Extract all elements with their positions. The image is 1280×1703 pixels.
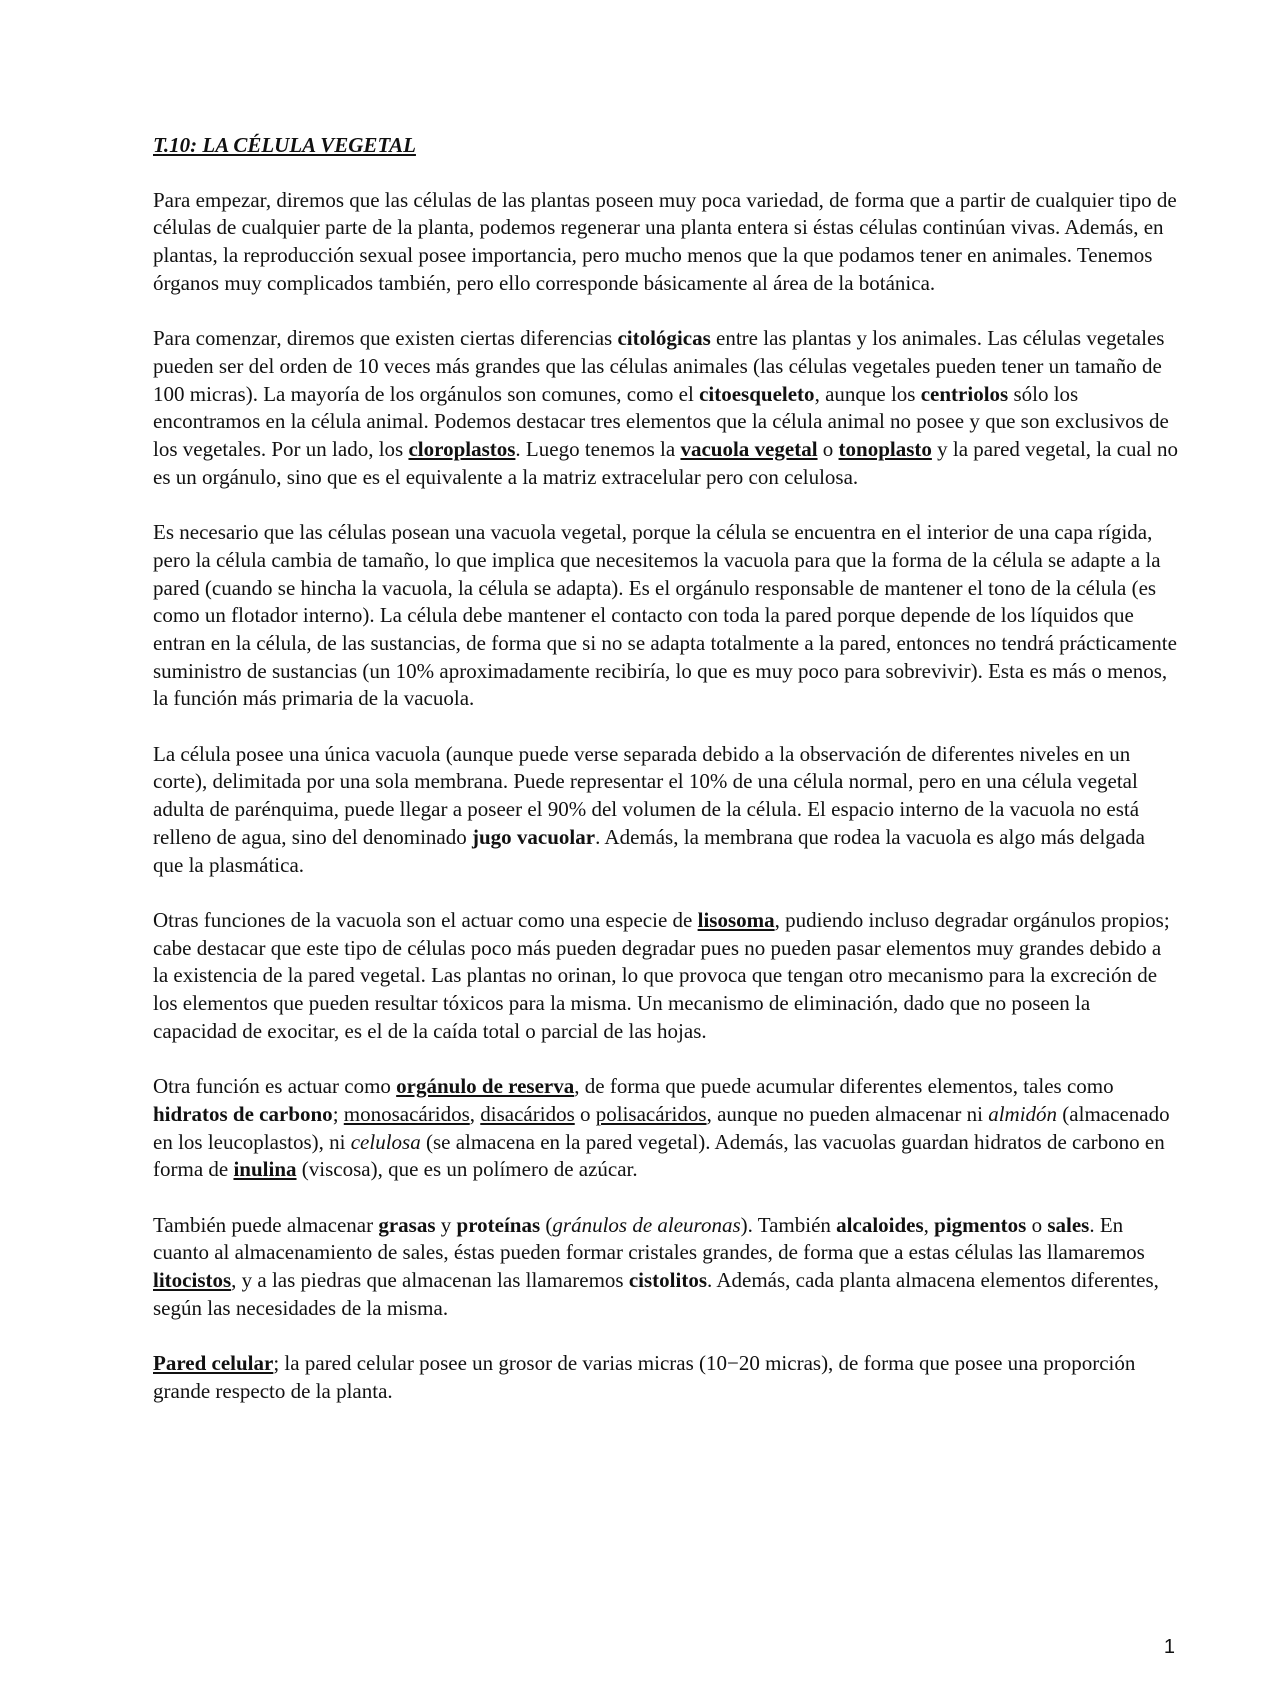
text: Para comenzar, diremos que existen ciertas diferencias <box>153 326 618 351</box>
paragraph-storage <box>153 1212 1179 1323</box>
text: También puede almacenar <box>153 1212 379 1237</box>
text: o <box>1026 1212 1048 1237</box>
text: . Además, la membrana que rodea la vacuola es algo más delgada que la plasmática. <box>153 824 1145 877</box>
text: (se almacena en la pared vegetal). Además, las vacuolas guardan hidratos de carbono en forma de <box>153 1129 1165 1182</box>
page-number: 1 <box>1163 1636 1175 1658</box>
text: o <box>817 437 839 462</box>
paragraph-cell-wall <box>153 1350 1179 1405</box>
document-page <box>153 132 1179 1433</box>
text: Otras funciones de la vacuola son el actuar como una especie de <box>153 907 698 932</box>
term-vacuola-vegetal: vacuola vegetal <box>680 437 818 462</box>
term-pigmentos: pigmentos <box>934 1212 1027 1237</box>
term-citoesqueleto: citoesqueleto <box>699 381 815 406</box>
paragraph-intro: Para empezar, diremos que las células de las plantas poseen muy poca variedad, de forma que a partir de cualquier tipo de células de cualquier parte de la planta, podemos regenerar una planta entera si éstas células continúan vivas. Además, en plantas, la reproducción sexual posee importancia, pero mucho menos que la que podamos tener en animales. Tenemos órganos muy complicados también, pero ello corresponde básicamente al área de la botánica. <box>153 187 1177 295</box>
term-monosacaridos: monosacáridos <box>343 1101 470 1126</box>
text: , <box>469 1101 481 1126</box>
text: , y a las piedras que almacenan las llamaremos <box>231 1268 629 1293</box>
term-sales: sales <box>1047 1212 1090 1237</box>
term-tonoplasto: tonoplasto <box>838 437 932 462</box>
text: ( <box>540 1212 553 1237</box>
term-hidratos-de-carbono: hidratos de carbono <box>153 1101 333 1126</box>
text: , pudiendo incluso degradar orgánulos propios; cabe destacar que este tipo de células poco más pueden degradar pues no pueden pasar elementos muy grandes debido a la existencia de la pared vegetal. Las plantas no orinan, lo que provoca que tengan otro mecanismo para la excreción de los elementos que pueden resultar tóxicos para la misma. Un mecanismo de eliminación, dado que no poseen la capacidad de exocitar, es el de la caída total o parcial de las hojas. <box>153 907 1170 1043</box>
term-almidon: almidón <box>988 1101 1058 1126</box>
term-centriolos: centriolos <box>920 381 1009 406</box>
term-cloroplastos: cloroplastos <box>408 437 516 462</box>
text: , <box>923 1212 935 1237</box>
text: o <box>574 1101 596 1126</box>
paragraph-single-vacuole <box>153 741 1179 880</box>
text: , de forma que puede acumular diferentes elementos, tales como <box>574 1074 1114 1099</box>
term-polisacaridos: polisacáridos <box>595 1101 707 1126</box>
text: . Luego tenemos la <box>515 437 681 462</box>
text: . Además, cada planta almacena elementos diferentes, según las necesidades de la misma. <box>153 1268 1159 1320</box>
text: sólo los encontramos en la célula animal. Podemos destacar tres elementos que la célula animal no posee y que son exclusivos de los vegetales. Por un lado, los <box>153 381 1169 462</box>
text: (almacenado en los leucoplastos), ni <box>153 1101 1170 1154</box>
paragraph-citological-differences <box>153 325 1179 491</box>
text: entre las plantas y los animales. Las células vegetales pueden ser del orden de 10 veces más grandes que las células animales (las células vegetales pueden tener un tamaño de 100 micras). La mayoría de los orgánulos son comunes, como el <box>153 326 1165 406</box>
term-grasas: grasas <box>378 1212 436 1237</box>
text: . En cuanto al almacenamiento de sales, éstas pueden formar cristales grandes, de forma que a estas células las llamaremos <box>153 1212 1145 1265</box>
term-proteinas: proteínas <box>456 1212 541 1237</box>
term-granulos-de-aleuronas: gránulos de aleuronas <box>552 1212 741 1237</box>
term-organulo-de-reserva: orgánulo de reserva <box>396 1074 575 1099</box>
paragraph-reserve-organelle <box>153 1073 1179 1184</box>
text: ). También <box>740 1212 837 1237</box>
text: ; la pared celular posee un grosor de varias micras (10−20 micras), de forma que posee una proporción grande respecto de la planta. <box>153 1351 1136 1403</box>
text: Otra función es actuar como <box>153 1074 397 1099</box>
term-pared-celular: Pared celular <box>153 1351 274 1376</box>
text: ; <box>332 1101 344 1126</box>
text: La célula posee una única vacuola (aunque puede verse separada debido a la observación de diferentes niveles en un corte), delimitada por una sola membrana. Puede representar el 10% de una célula normal, pero en una célula vegetal adulta de parénquima, puede llegar a poseer el 90% del volumen de la célula. El espacio interno de la vacuola no está relleno de agua, sino del denominado <box>153 741 1140 849</box>
text: , aunque los <box>814 381 921 406</box>
term-cistolitos: cistolitos <box>628 1268 707 1293</box>
term-lisosoma: lisosoma <box>697 907 775 932</box>
text: y la pared vegetal, la cual no es un orgánulo, sino que es el equivalente a la matriz extracelular pero con celulosa. <box>153 437 1178 489</box>
term-inulina: inulina <box>233 1157 297 1182</box>
page-title: T.10: LA CÉLULA VEGETAL <box>153 133 416 157</box>
term-celulosa: celulosa <box>350 1129 421 1154</box>
paragraph-vacuole-functions <box>153 907 1179 1046</box>
text: , aunque no pueden almacenar ni <box>706 1101 989 1126</box>
text: (viscosa), que es un polímero de azúcar. <box>296 1157 638 1182</box>
term-alcaloides: alcaloides <box>836 1212 924 1237</box>
term-litocistos: litocistos <box>153 1268 232 1293</box>
term-citologicas: citológicas <box>617 326 711 351</box>
paragraph-vacuole-necessity: Es necesario que las células posean una vacuola vegetal, porque la célula se encuentra en el interior de una capa rígida, pero la célula cambia de tamaño, lo que implica que necesitemos la vacuola para que la forma de la célula se adapte a la pared (cuando se hincha la vacuola, la célula se adapta). Es el orgánulo responsable de mantener el tono de la célula (es como un flotador interno). La célula debe mantener el contacto con toda la pared porque depende de los líquidos que entran en la célula, de las sustancias, de forma que si no se adapta totalmente a la pared, entonces no tendrá prácticamente suministro de sustancias (un 10% aproximadamente recibiría, lo que es muy poco para sobrevivir). Esta es más o menos, la función más primaria de la vacuola. <box>153 520 1177 711</box>
term-disacaridos: disacáridos <box>480 1101 575 1126</box>
term-jugo-vacuolar: jugo vacuolar <box>472 824 596 849</box>
text: y <box>435 1212 457 1237</box>
